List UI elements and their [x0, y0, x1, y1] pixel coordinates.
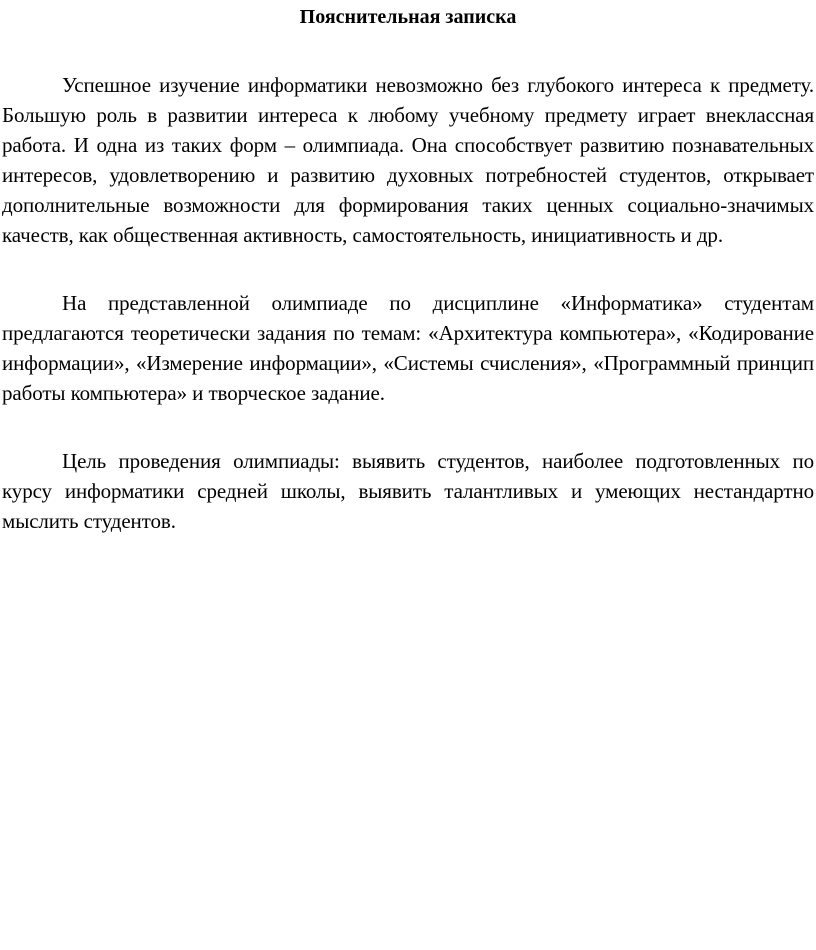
- document-title: Пояснительная записка: [299, 6, 517, 28]
- paragraph-intro: Успешное изучение информатики невозможно без глубокого интереса к предмету. Большую роль в развитии интереса к любому учебному предмету играет внеклассная работа. И одна из таких форм – олимпиада. Она способствует развитию познавательных интересов, удовлетворению и развитию духовных потребностей студентов, открывает дополнительные возможности для формирования таких ценных социально-значимых качеств, как общественная активность, самостоятельность, инициативность и др.: [2, 73, 814, 247]
- paragraph-goal: Цель проведения олимпиады: выявить студентов, наиболее подготовленных по курсу информатики средней школы, выявить талантливых и умеющих нестандартно мыслить студентов.: [2, 449, 814, 533]
- paragraph-topics: На представленной олимпиаде по дисциплине «Информатика» студентам предлагаются теоретически задания по темам: «Архитектура компьютера», «Кодирование информации», «Измерение информации», «Системы счисления», «Программный принцип работы компьютера» и творческое задание.: [2, 291, 814, 405]
